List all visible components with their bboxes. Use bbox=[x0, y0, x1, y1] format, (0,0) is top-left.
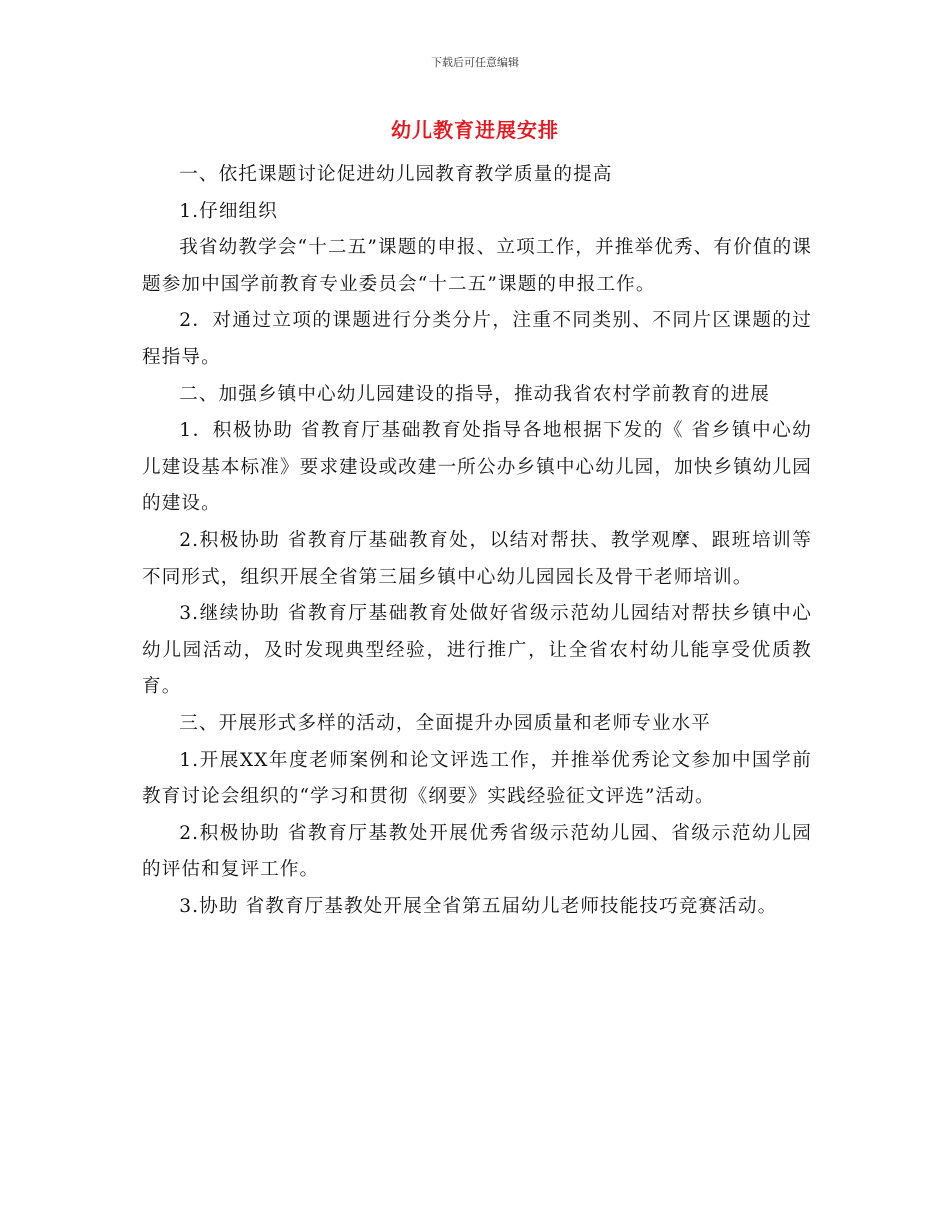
paragraph: 1.仔细组织 bbox=[179, 200, 278, 222]
section-heading-2: 二、加强乡镇中心幼儿园建设的指导，推动我省农村学前教育的进展 bbox=[179, 383, 771, 405]
document-title: 幼儿教育进展安排 bbox=[391, 118, 559, 142]
section-heading-3: 三、开展形式多样的活动，全面提升办园质量和老师专业水平 bbox=[179, 712, 711, 734]
paragraph: 3.协助 省教育厅基教处开展全省第五届幼儿老师技能技巧竞赛活动。 bbox=[179, 895, 778, 917]
paragraph: 3.继续协助 省教育厅基础教育处做好省级示范幼儿园结对帮扶乡镇中心幼儿园活动，及时发现典型经验，进行推广，让全省农村幼儿能享受优质教育。 bbox=[142, 603, 812, 698]
header-note: 下载后可任意编辑 bbox=[431, 56, 519, 69]
paragraph: 1．积极协助 省教育厅基础教育处指导各地根据下发的《 省乡镇中心幼儿建设基本标准》要求建设或改建一所公办乡镇中心幼儿园，加快乡镇幼儿园的建设。 bbox=[142, 420, 812, 515]
paragraph: 1.开展XX年度老师案例和论文评选工作，并推举优秀论文参加中国学前教育讨论会组织的“学习和贯彻《纲要》实践经验征文评选”活动。 bbox=[142, 749, 812, 808]
paragraph: 2.积极协助 省教育厅基教处开展优秀省级示范幼儿园、省级示范幼儿园的评估和复评工作。 bbox=[142, 822, 812, 881]
document-body bbox=[142, 157, 812, 925]
paragraph: 我省幼教学会“十二五”课题的申报、立项工作，并推举优秀、有价值的课题参加中国学前教育专业委员会“十二五”课题的申报工作。 bbox=[142, 237, 812, 295]
section-heading-1: 一、依托课题讨论促进幼儿园教育教学质量的提高 bbox=[179, 164, 613, 185]
paragraph: 2.积极协助 省教育厅基础教育处，以结对帮扶、教学观摩、跟班培训等不同形式，组织开展全省第三届乡镇中心幼儿园园长及骨干老师培训。 bbox=[142, 529, 812, 588]
paragraph: 2．对通过立项的课题进行分类分片，注重不同类别、不同片区课题的过程指导。 bbox=[142, 310, 812, 368]
